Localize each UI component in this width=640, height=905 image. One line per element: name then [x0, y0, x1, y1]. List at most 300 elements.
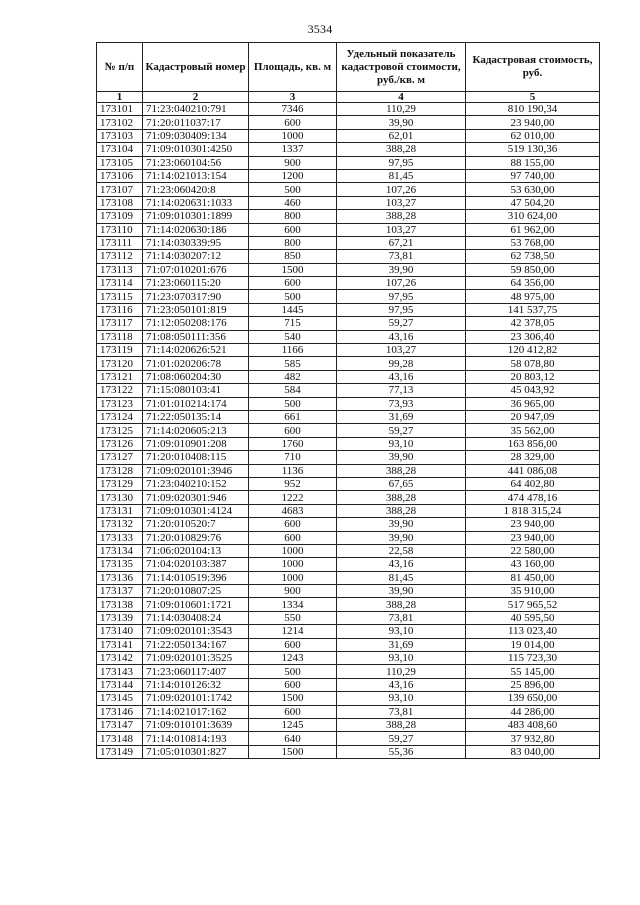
- cell-area: 600: [249, 116, 337, 129]
- cell-cadastral-number: 71:14:020626:521: [143, 344, 249, 357]
- cell-specific-rate: 43,16: [337, 678, 466, 691]
- table-row: [97, 344, 600, 357]
- cell-cadastral-value: 53 630,00: [466, 183, 600, 196]
- cell-specific-rate: 43,16: [337, 558, 466, 571]
- cell-cadastral-value: 519 130,36: [466, 143, 600, 156]
- cell-specific-rate: 77,13: [337, 384, 466, 397]
- table-row: [97, 143, 600, 156]
- cell-cadastral-value: 55 145,00: [466, 665, 600, 678]
- cell-cadastral-value: 64 356,00: [466, 277, 600, 290]
- cell-cadastral-value: 141 537,75: [466, 303, 600, 316]
- cell-row-number: 173107: [97, 183, 143, 196]
- cell-row-number: 173141: [97, 638, 143, 651]
- table-row: [97, 330, 600, 343]
- cell-specific-rate: 97,95: [337, 303, 466, 316]
- cell-row-number: 173125: [97, 424, 143, 437]
- cell-cadastral-number: 71:20:010408:115: [143, 451, 249, 464]
- cell-row-number: 173131: [97, 504, 143, 517]
- cell-cadastral-value: 64 402,80: [466, 477, 600, 490]
- cell-specific-rate: 93,10: [337, 652, 466, 665]
- cell-row-number: 173113: [97, 263, 143, 276]
- cell-area: 1500: [249, 745, 337, 758]
- header-cadastral-value: Кадастровая стоимость, руб.: [466, 43, 600, 92]
- table-row: [97, 223, 600, 236]
- table-row: [97, 544, 600, 557]
- cell-cadastral-number: 71:14:030408:24: [143, 611, 249, 624]
- cell-cadastral-value: 42 378,05: [466, 317, 600, 330]
- cell-cadastral-value: 23 306,40: [466, 330, 600, 343]
- cell-row-number: 173140: [97, 625, 143, 638]
- cadastral-value-table: [96, 42, 600, 759]
- cell-area: 1243: [249, 652, 337, 665]
- cell-cadastral-number: 71:12:050208:176: [143, 317, 249, 330]
- table-row: [97, 317, 600, 330]
- cell-row-number: 173124: [97, 410, 143, 423]
- table-row: [97, 424, 600, 437]
- table-row: [97, 277, 600, 290]
- cell-row-number: 173136: [97, 571, 143, 584]
- cell-area: 1200: [249, 169, 337, 182]
- cell-area: 550: [249, 611, 337, 624]
- cell-row-number: 173126: [97, 437, 143, 450]
- cell-cadastral-number: 71:14:020630:186: [143, 223, 249, 236]
- cell-row-number: 173121: [97, 370, 143, 383]
- cell-area: 600: [249, 424, 337, 437]
- cell-area: 1136: [249, 464, 337, 477]
- table-row: [97, 491, 600, 504]
- table-row: [97, 638, 600, 651]
- cell-cadastral-number: 71:14:030339:95: [143, 236, 249, 249]
- cell-area: 7346: [249, 103, 337, 116]
- cell-cadastral-number: 71:23:060115:20: [143, 277, 249, 290]
- table-row: [97, 504, 600, 517]
- table-row: [97, 705, 600, 718]
- cell-area: 1500: [249, 263, 337, 276]
- cell-specific-rate: 93,10: [337, 692, 466, 705]
- cell-area: 1000: [249, 571, 337, 584]
- column-number: 1: [97, 92, 143, 103]
- cell-row-number: 173147: [97, 718, 143, 731]
- table-row: [97, 250, 600, 263]
- cell-row-number: 173139: [97, 611, 143, 624]
- cell-area: 800: [249, 236, 337, 249]
- cell-area: 600: [249, 223, 337, 236]
- table-header-row: [97, 43, 600, 92]
- table-row: [97, 303, 600, 316]
- cell-area: 1500: [249, 692, 337, 705]
- cell-cadastral-number: 71:14:020605:213: [143, 424, 249, 437]
- cell-area: 600: [249, 277, 337, 290]
- cell-row-number: 173108: [97, 196, 143, 209]
- table-row: [97, 571, 600, 584]
- cell-cadastral-number: 71:09:010901:208: [143, 437, 249, 450]
- cell-specific-rate: 59,27: [337, 317, 466, 330]
- cell-specific-rate: 103,27: [337, 196, 466, 209]
- cell-cadastral-value: 59 850,00: [466, 263, 600, 276]
- cell-cadastral-value: 44 286,00: [466, 705, 600, 718]
- cell-row-number: 173119: [97, 344, 143, 357]
- cell-row-number: 173128: [97, 464, 143, 477]
- cell-cadastral-number: 71:09:010101:3639: [143, 718, 249, 731]
- column-number: 2: [143, 92, 249, 103]
- column-number-row: [97, 92, 600, 103]
- cell-cadastral-value: 62 010,00: [466, 129, 600, 142]
- cell-row-number: 173145: [97, 692, 143, 705]
- cell-cadastral-value: 23 940,00: [466, 518, 600, 531]
- cell-specific-rate: 388,28: [337, 504, 466, 517]
- cell-specific-rate: 39,90: [337, 451, 466, 464]
- cell-row-number: 173102: [97, 116, 143, 129]
- cell-cadastral-value: 120 412,82: [466, 344, 600, 357]
- cell-cadastral-value: 43 160,00: [466, 558, 600, 571]
- cell-area: 1245: [249, 718, 337, 731]
- cell-cadastral-number: 71:09:010601:1721: [143, 598, 249, 611]
- cell-cadastral-number: 71:06:020104:13: [143, 544, 249, 557]
- cell-cadastral-value: 113 023,40: [466, 625, 600, 638]
- cell-specific-rate: 107,26: [337, 183, 466, 196]
- cell-area: 952: [249, 477, 337, 490]
- cell-cadastral-value: 22 580,00: [466, 544, 600, 557]
- cell-area: 600: [249, 678, 337, 691]
- cell-cadastral-number: 71:08:050111:356: [143, 330, 249, 343]
- cell-row-number: 173115: [97, 290, 143, 303]
- cell-row-number: 173146: [97, 705, 143, 718]
- table-row: [97, 598, 600, 611]
- cell-row-number: 173111: [97, 236, 143, 249]
- cell-cadastral-value: 61 962,00: [466, 223, 600, 236]
- cell-specific-rate: 43,16: [337, 330, 466, 343]
- table-row: [97, 477, 600, 490]
- cell-cadastral-value: 20 947,09: [466, 410, 600, 423]
- table-row: [97, 585, 600, 598]
- cell-specific-rate: 110,29: [337, 103, 466, 116]
- page-number: 3534: [307, 22, 333, 36]
- cell-area: 715: [249, 317, 337, 330]
- header-area: Площадь, кв. м: [249, 43, 337, 92]
- cell-cadastral-value: 35 910,00: [466, 585, 600, 598]
- cell-area: 640: [249, 732, 337, 745]
- table-row: [97, 410, 600, 423]
- cell-specific-rate: 97,95: [337, 156, 466, 169]
- cell-specific-rate: 388,28: [337, 143, 466, 156]
- cell-cadastral-number: 71:14:010519:396: [143, 571, 249, 584]
- cell-cadastral-number: 71:23:070317:90: [143, 290, 249, 303]
- cell-cadastral-value: 20 803,12: [466, 370, 600, 383]
- cell-cadastral-number: 71:23:040210:791: [143, 103, 249, 116]
- cell-cadastral-value: 163 856,00: [466, 437, 600, 450]
- table-row: [97, 518, 600, 531]
- table-row: [97, 692, 600, 705]
- cell-cadastral-number: 71:01:010214:174: [143, 397, 249, 410]
- cell-specific-rate: 55,36: [337, 745, 466, 758]
- cadastral-table-container: [96, 42, 600, 759]
- cell-cadastral-value: 1 818 315,24: [466, 504, 600, 517]
- cell-cadastral-value: 88 155,00: [466, 156, 600, 169]
- cell-row-number: 173127: [97, 451, 143, 464]
- table-row: [97, 558, 600, 571]
- cell-cadastral-number: 71:08:060204:30: [143, 370, 249, 383]
- table-row: [97, 652, 600, 665]
- cell-specific-rate: 67,65: [337, 477, 466, 490]
- cell-cadastral-number: 71:20:010829:76: [143, 531, 249, 544]
- cell-specific-rate: 67,21: [337, 236, 466, 249]
- cell-row-number: 173105: [97, 156, 143, 169]
- cell-row-number: 173142: [97, 652, 143, 665]
- cell-area: 1000: [249, 544, 337, 557]
- cell-cadastral-value: 139 650,00: [466, 692, 600, 705]
- cell-area: 600: [249, 518, 337, 531]
- column-number: 4: [337, 92, 466, 103]
- cell-specific-rate: 103,27: [337, 223, 466, 236]
- cell-cadastral-number: 71:20:010807:25: [143, 585, 249, 598]
- cell-row-number: 173116: [97, 303, 143, 316]
- table-row: [97, 718, 600, 731]
- cell-specific-rate: 62,01: [337, 129, 466, 142]
- table-row: [97, 236, 600, 249]
- cell-row-number: 173117: [97, 317, 143, 330]
- header-row-number: № п/п: [97, 43, 143, 92]
- cell-specific-rate: 31,69: [337, 410, 466, 423]
- cell-cadastral-number: 71:20:011037:17: [143, 116, 249, 129]
- cell-area: 1222: [249, 491, 337, 504]
- cell-cadastral-number: 71:14:021013:154: [143, 169, 249, 182]
- table-row: [97, 665, 600, 678]
- cell-specific-rate: 43,16: [337, 370, 466, 383]
- cell-cadastral-number: 71:23:060420:8: [143, 183, 249, 196]
- cell-area: 600: [249, 531, 337, 544]
- cell-cadastral-value: 23 940,00: [466, 116, 600, 129]
- cell-row-number: 173129: [97, 477, 143, 490]
- table-row: [97, 397, 600, 410]
- cell-row-number: 173123: [97, 397, 143, 410]
- table-row: [97, 370, 600, 383]
- cell-specific-rate: 93,10: [337, 437, 466, 450]
- cell-area: 500: [249, 183, 337, 196]
- cell-cadastral-value: 81 450,00: [466, 571, 600, 584]
- cell-row-number: 173110: [97, 223, 143, 236]
- cell-area: 585: [249, 357, 337, 370]
- cell-cadastral-number: 71:23:040210:152: [143, 477, 249, 490]
- cell-specific-rate: 81,45: [337, 169, 466, 182]
- cell-cadastral-number: 71:23:060104:56: [143, 156, 249, 169]
- cell-specific-rate: 22,58: [337, 544, 466, 557]
- table-row: [97, 169, 600, 182]
- cell-area: 584: [249, 384, 337, 397]
- cell-area: 850: [249, 250, 337, 263]
- table-row: [97, 210, 600, 223]
- table-row: [97, 732, 600, 745]
- cell-cadastral-value: 23 940,00: [466, 531, 600, 544]
- cell-specific-rate: 388,28: [337, 210, 466, 223]
- column-number: 5: [466, 92, 600, 103]
- cell-row-number: 173133: [97, 531, 143, 544]
- cell-specific-rate: 93,10: [337, 625, 466, 638]
- table-row: [97, 357, 600, 370]
- cell-specific-rate: 388,28: [337, 491, 466, 504]
- cell-specific-rate: 39,90: [337, 518, 466, 531]
- cell-cadastral-number: 71:14:021017:162: [143, 705, 249, 718]
- cell-row-number: 173132: [97, 518, 143, 531]
- cell-area: 4683: [249, 504, 337, 517]
- cell-cadastral-number: 71:01:020206:78: [143, 357, 249, 370]
- cell-area: 1337: [249, 143, 337, 156]
- cell-cadastral-value: 37 932,80: [466, 732, 600, 745]
- cell-specific-rate: 73,81: [337, 611, 466, 624]
- table-row: [97, 129, 600, 142]
- table-row: [97, 290, 600, 303]
- cell-cadastral-value: 36 965,00: [466, 397, 600, 410]
- cell-cadastral-value: 58 078,80: [466, 357, 600, 370]
- cell-cadastral-value: 115 723,30: [466, 652, 600, 665]
- cell-cadastral-value: 441 086,08: [466, 464, 600, 477]
- cell-cadastral-number: 71:09:020101:1742: [143, 692, 249, 705]
- table-row: [97, 183, 600, 196]
- cell-row-number: 173118: [97, 330, 143, 343]
- cell-row-number: 173148: [97, 732, 143, 745]
- cell-row-number: 173120: [97, 357, 143, 370]
- cell-area: 540: [249, 330, 337, 343]
- cell-area: 661: [249, 410, 337, 423]
- table-row: [97, 678, 600, 691]
- cell-row-number: 173103: [97, 129, 143, 142]
- cell-area: 500: [249, 665, 337, 678]
- cell-cadastral-value: 474 478,16: [466, 491, 600, 504]
- cell-specific-rate: 39,90: [337, 531, 466, 544]
- cell-row-number: 173149: [97, 745, 143, 758]
- cell-area: 1214: [249, 625, 337, 638]
- table-row: [97, 464, 600, 477]
- cell-cadastral-value: 25 896,00: [466, 678, 600, 691]
- cell-cadastral-value: 310 624,00: [466, 210, 600, 223]
- cell-specific-rate: 73,81: [337, 705, 466, 718]
- column-number: 3: [249, 92, 337, 103]
- cell-cadastral-value: 83 040,00: [466, 745, 600, 758]
- cell-cadastral-number: 71:09:020101:3525: [143, 652, 249, 665]
- cell-cadastral-value: 19 014,00: [466, 638, 600, 651]
- cell-row-number: 173114: [97, 277, 143, 290]
- cell-cadastral-value: 47 504,20: [466, 196, 600, 209]
- cell-area: 600: [249, 638, 337, 651]
- cell-row-number: 173104: [97, 143, 143, 156]
- cell-area: 1000: [249, 558, 337, 571]
- cell-row-number: 173138: [97, 598, 143, 611]
- cell-row-number: 173122: [97, 384, 143, 397]
- cell-cadastral-number: 71:09:020301:946: [143, 491, 249, 504]
- table-row: [97, 451, 600, 464]
- cell-cadastral-number: 71:15:080103:41: [143, 384, 249, 397]
- header-specific-rate: Удельный показатель кадастровой стоимости, руб./кв. м: [337, 43, 466, 92]
- cell-area: 710: [249, 451, 337, 464]
- cell-specific-rate: 110,29: [337, 665, 466, 678]
- cell-row-number: 173137: [97, 585, 143, 598]
- cell-row-number: 173135: [97, 558, 143, 571]
- table-body: [97, 103, 600, 759]
- cell-cadastral-number: 71:05:010301:827: [143, 745, 249, 758]
- cell-cadastral-number: 71:09:030409:134: [143, 129, 249, 142]
- cell-cadastral-value: 810 190,34: [466, 103, 600, 116]
- cell-row-number: 173144: [97, 678, 143, 691]
- cell-cadastral-value: 28 329,00: [466, 451, 600, 464]
- cell-specific-rate: 59,27: [337, 424, 466, 437]
- cell-cadastral-number: 71:22:050134:167: [143, 638, 249, 651]
- cell-cadastral-number: 71:14:020631:1033: [143, 196, 249, 209]
- cell-cadastral-value: 40 595,50: [466, 611, 600, 624]
- cell-cadastral-value: 97 740,00: [466, 169, 600, 182]
- cell-cadastral-number: 71:14:010126:32: [143, 678, 249, 691]
- cell-cadastral-value: 62 738,50: [466, 250, 600, 263]
- table-row: [97, 745, 600, 758]
- table-row: [97, 103, 600, 116]
- cell-specific-rate: 388,28: [337, 598, 466, 611]
- cell-area: 460: [249, 196, 337, 209]
- cell-area: 500: [249, 290, 337, 303]
- cell-specific-rate: 103,27: [337, 344, 466, 357]
- cell-specific-rate: 99,28: [337, 357, 466, 370]
- cell-cadastral-number: 71:09:010301:4124: [143, 504, 249, 517]
- cell-area: 1000: [249, 129, 337, 142]
- cell-specific-rate: 31,69: [337, 638, 466, 651]
- cell-cadastral-value: 45 043,92: [466, 384, 600, 397]
- cell-specific-rate: 59,27: [337, 732, 466, 745]
- cell-specific-rate: 107,26: [337, 277, 466, 290]
- table-row: [97, 531, 600, 544]
- cell-cadastral-number: 71:09:010301:1899: [143, 210, 249, 223]
- table-row: [97, 156, 600, 169]
- cell-row-number: 173101: [97, 103, 143, 116]
- cell-specific-rate: 39,90: [337, 585, 466, 598]
- cell-cadastral-value: 48 975,00: [466, 290, 600, 303]
- cell-area: 900: [249, 585, 337, 598]
- header-cadastral-number: Кадастровый номер: [143, 43, 249, 92]
- cell-area: 800: [249, 210, 337, 223]
- table-row: [97, 263, 600, 276]
- cell-cadastral-number: 71:04:020103:387: [143, 558, 249, 571]
- table-row: [97, 625, 600, 638]
- cell-specific-rate: 388,28: [337, 718, 466, 731]
- cell-specific-rate: 97,95: [337, 290, 466, 303]
- cell-cadastral-value: 483 408,60: [466, 718, 600, 731]
- table-row: [97, 116, 600, 129]
- cell-area: 1166: [249, 344, 337, 357]
- cell-row-number: 173134: [97, 544, 143, 557]
- cell-row-number: 173130: [97, 491, 143, 504]
- cell-cadastral-value: 35 562,00: [466, 424, 600, 437]
- cell-area: 600: [249, 705, 337, 718]
- cell-cadastral-number: 71:09:020101:3946: [143, 464, 249, 477]
- cell-specific-rate: 73,81: [337, 250, 466, 263]
- cell-specific-rate: 39,90: [337, 116, 466, 129]
- cell-cadastral-number: 71:14:030207:12: [143, 250, 249, 263]
- cell-row-number: 173112: [97, 250, 143, 263]
- cell-cadastral-number: 71:23:050101:819: [143, 303, 249, 316]
- cell-specific-rate: 81,45: [337, 571, 466, 584]
- cell-specific-rate: 73,93: [337, 397, 466, 410]
- table-row: [97, 611, 600, 624]
- cell-area: 1334: [249, 598, 337, 611]
- cell-cadastral-number: 71:09:020101:3543: [143, 625, 249, 638]
- cell-row-number: 173143: [97, 665, 143, 678]
- cell-cadastral-number: 71:20:010520:7: [143, 518, 249, 531]
- cell-area: 500: [249, 397, 337, 410]
- cell-cadastral-value: 517 965,52: [466, 598, 600, 611]
- cell-area: 1445: [249, 303, 337, 316]
- cell-cadastral-number: 71:09:010301:4250: [143, 143, 249, 156]
- cell-cadastral-number: 71:07:010201:676: [143, 263, 249, 276]
- table-row: [97, 437, 600, 450]
- cell-area: 1760: [249, 437, 337, 450]
- cell-cadastral-number: 71:22:050135:14: [143, 410, 249, 423]
- cell-cadastral-value: 53 768,00: [466, 236, 600, 249]
